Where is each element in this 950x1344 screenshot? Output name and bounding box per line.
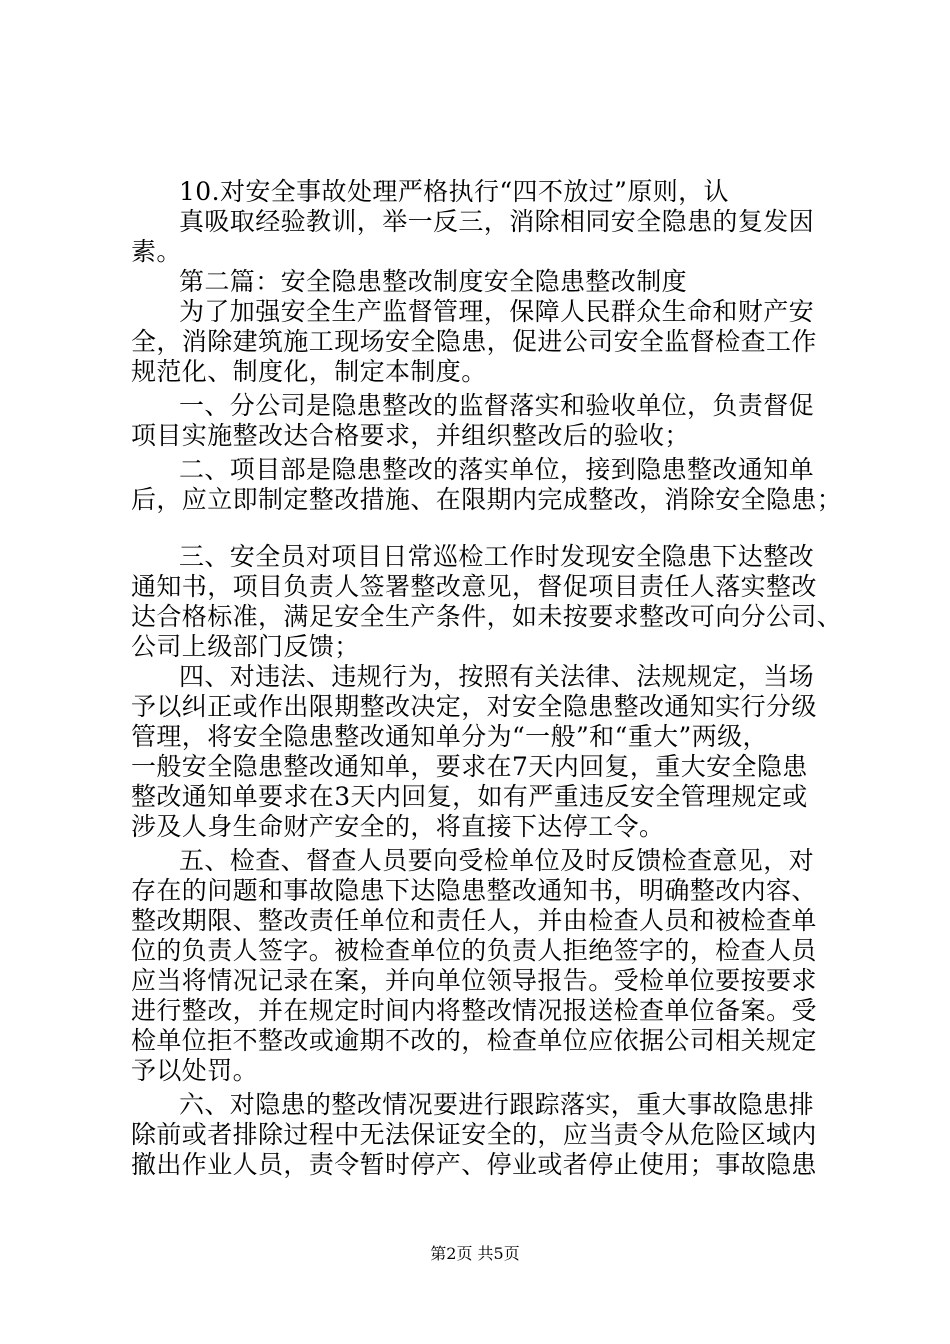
text-line: 涉及人身生命财产安全的，将直接下达停工令。 [131,812,665,841]
text-line: 10.对安全事故处理严格执行“四不放过”原则，认 [179,177,729,206]
text-line: 除前或者排除过程中无法保证安全的，应当责令从危险区域内 [131,1120,817,1149]
text-line: 三、安全员对项目日常巡检工作时发现安全隐患下达整改 [179,542,815,571]
text-line: 全，消除建筑施工现场安全隐患，促进公司安全监督检查工作 [131,327,817,356]
text-line: 达合格标准，满足安全生产条件，如未按要求整改可向分公司、 [131,602,843,631]
text-line: 管理，将安全隐患整改通知单分为“一般”和“重大”两级， [131,722,768,751]
text-line: 项目实施整改达合格要求，并组织整改后的验收； [131,421,690,450]
text-line: 应当将情况记录在案，并向单位领导报告。受检单位要按要求 [131,966,817,995]
text-line: 规范化、制度化，制定本制度。 [131,357,487,386]
text-line: 予以处罚。 [131,1056,259,1085]
section-heading: 第二篇：安全隐患整改制度安全隐患整改制度 [179,267,688,296]
text-line: 通知书，项目负责人签署整改意见，督促项目责任人落实整改 [131,572,817,601]
page-number: 第2页 共5页 [430,1244,520,1263]
text-line: 为了加强安全生产监督管理，保障人民群众生命和财产安 [179,297,815,326]
text-line: 一、分公司是隐患整改的监督落实和验收单位，负责督促 [179,391,815,420]
text-line: 整改通知单要求在3天内回复，如有严重违反安全管理规定或 [131,782,808,811]
text-line: 一般安全隐患整改通知单，要求在7天内回复，重大安全隐患 [131,752,808,781]
text-line: 整改期限、整改责任单位和责任人，并由检查人员和被检查单 [131,906,817,935]
text-line: 存在的问题和事故隐患下达隐患整改通知书，明确整改内容、 [131,876,817,905]
text-line: 检单位拒不整改或逾期不改的，检查单位应依据公司相关规定 [131,1026,817,1055]
text-line: 五、检查、督查人员要向受检单位及时反馈检查意见，对 [179,846,815,875]
text-line: 公司上级部门反馈； [131,632,360,661]
text-line: 二、项目部是隐患整改的落实单位，接到隐患整改通知单 [179,455,815,484]
text-line: 真吸取经验教训，举一反三，消除相同安全隐患的复发因 [179,207,815,236]
text-line: 予以纠正或作出限期整改决定，对安全隐患整改通知实行分级 [131,692,817,721]
text-line: 六、对隐患的整改情况要进行跟踪落实，重大事故隐患排 [179,1090,815,1119]
text-line: 位的负责人签字。被检查单位的负责人拒绝签字的，检查人员 [131,936,817,965]
text-line: 四、对违法、违规行为，按照有关法律、法规规定，当场 [179,662,815,691]
text-line: 素。 [131,237,182,266]
text-line: 后，应立即制定整改措施、在限期内完成整改，消除安全隐患； [131,485,843,514]
text-line: 撤出作业人员，责令暂时停产、停业或者停止使用；事故隐患 [131,1150,817,1179]
text-line: 进行整改，并在规定时间内将整改情况报送检查单位备案。受 [131,996,817,1025]
